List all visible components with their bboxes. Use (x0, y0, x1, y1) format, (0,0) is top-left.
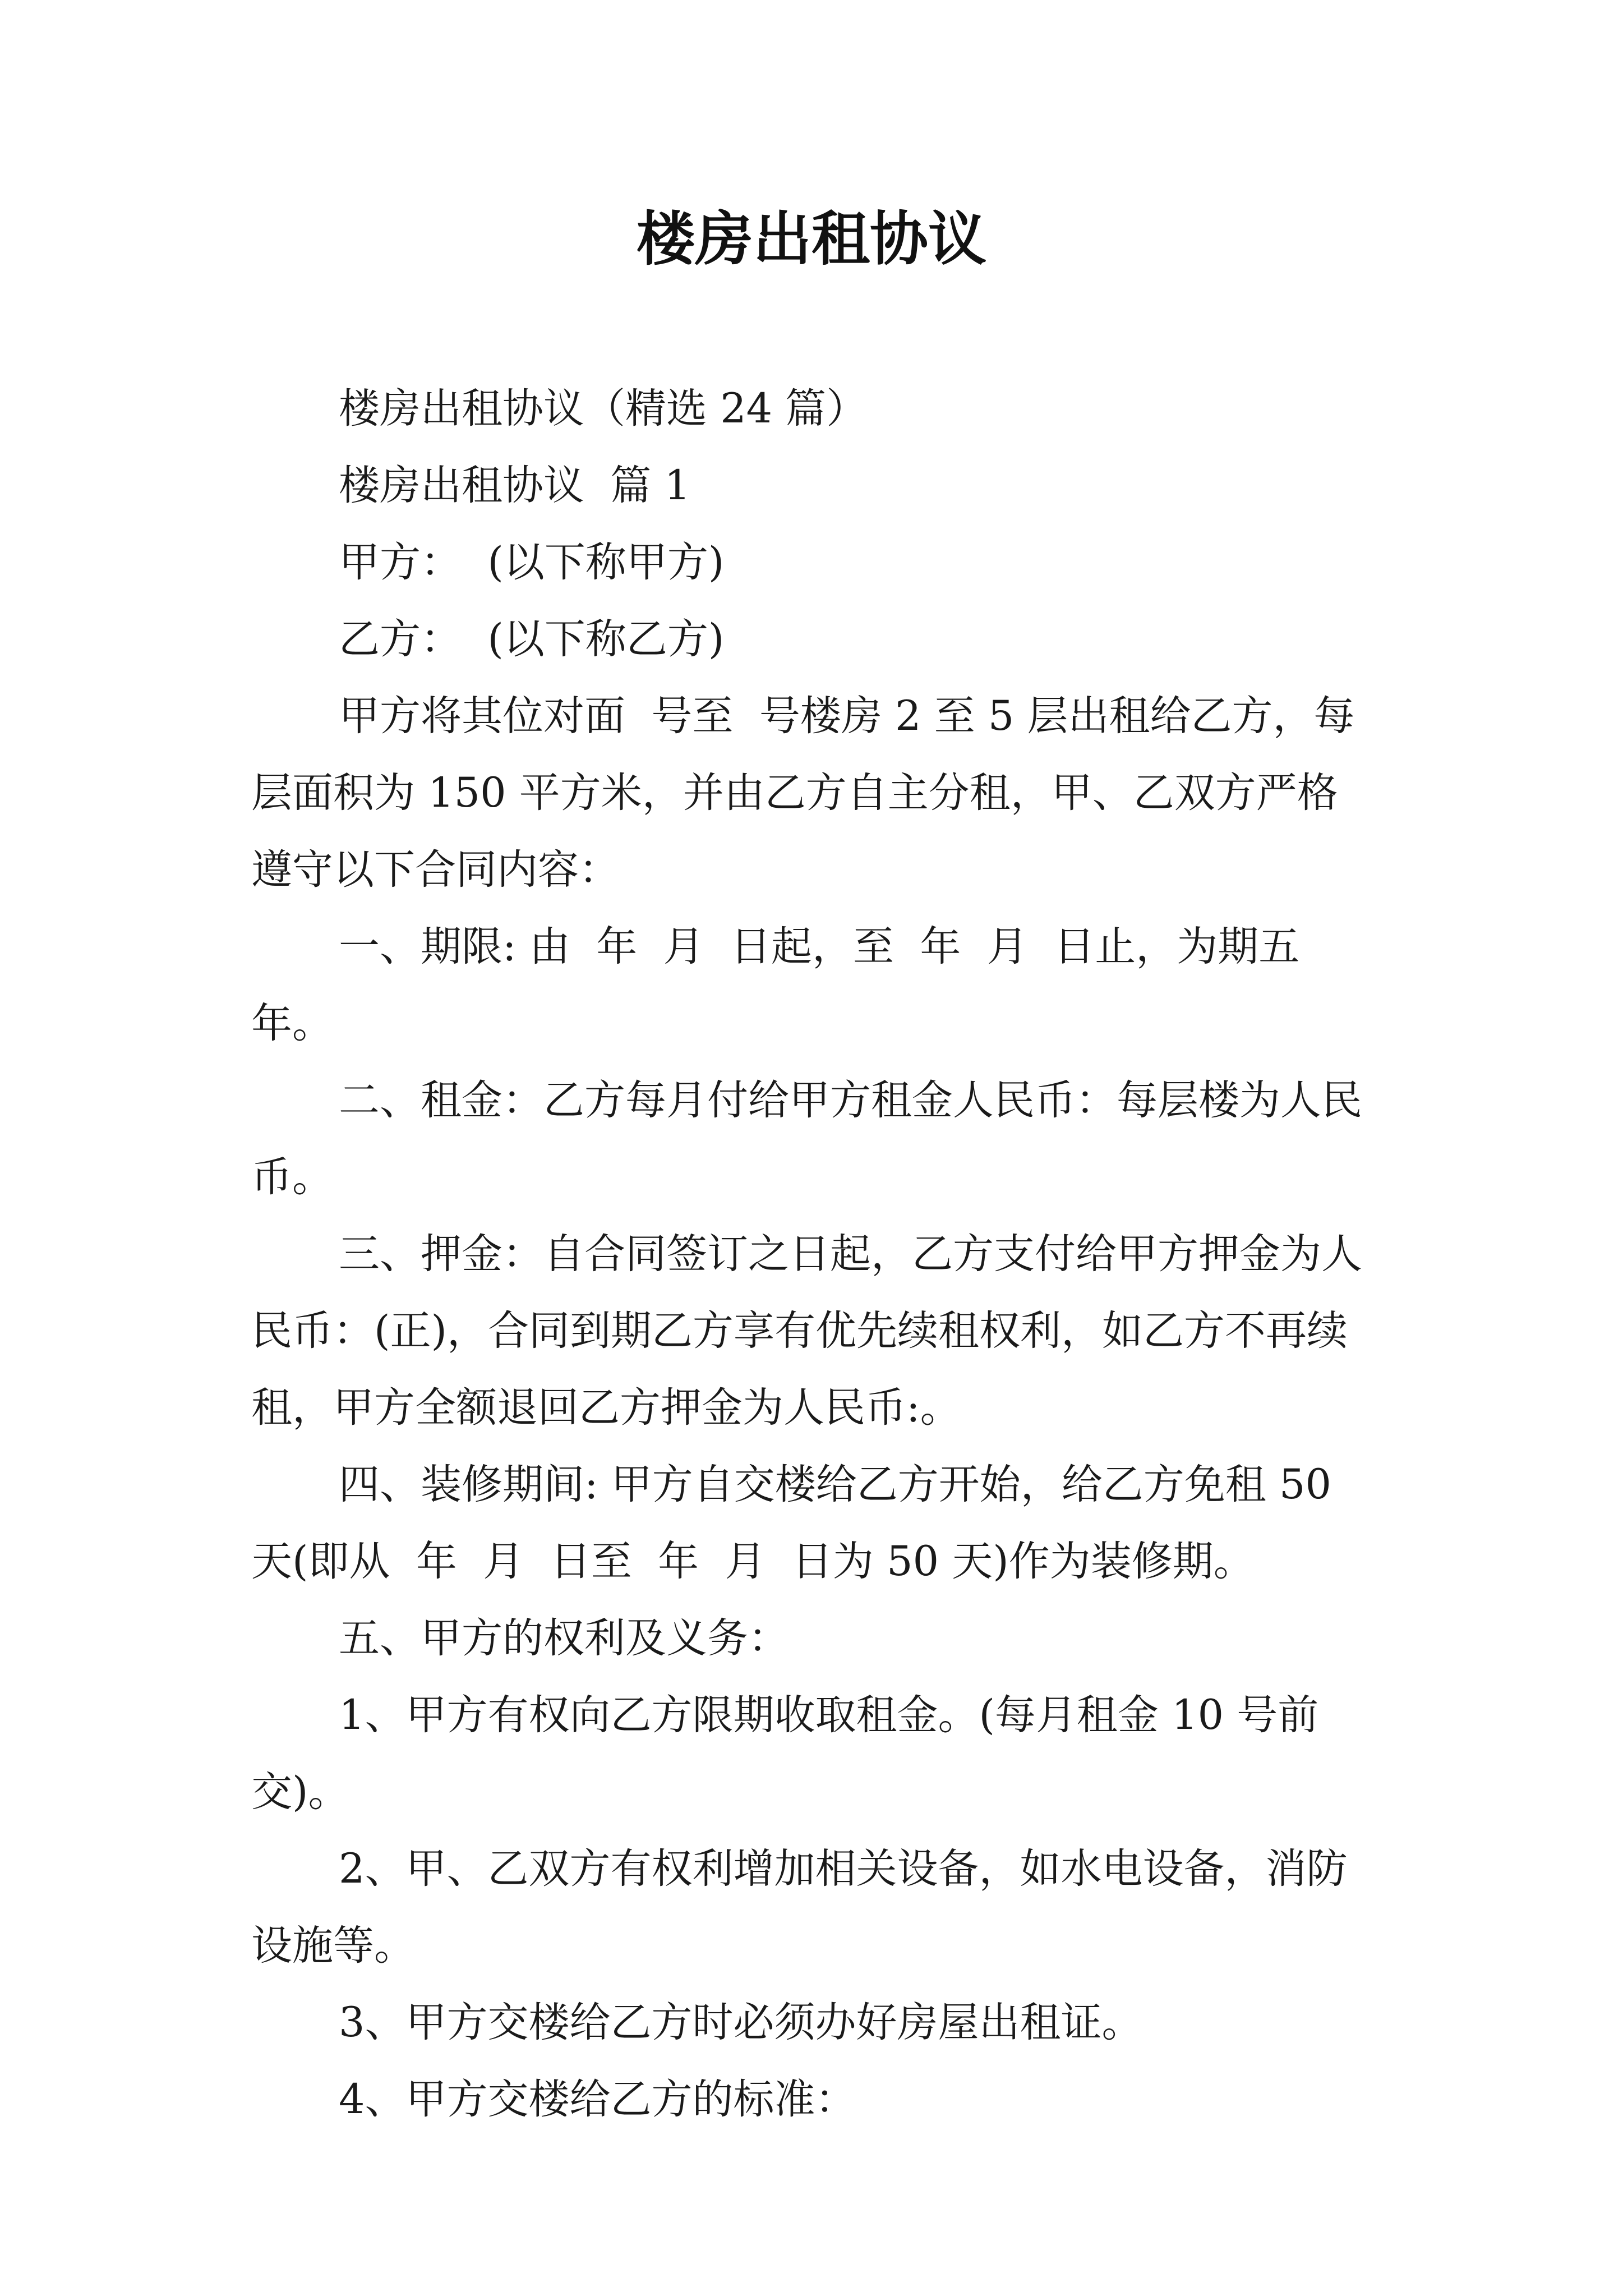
paragraph-section-heading: 楼房出租协议 篇 1 (339, 462, 691, 509)
paragraph-premises: 甲方将其位对面 号至 号楼房 2 至 5 层出租给乙方，每层面积为 150 平方米，并由乙方自主分租，甲、乙双方严格遵守以下合同内容： (251, 692, 1355, 894)
paragraph-term: 一、期限: 由 年 月 日起，至 年 月 日止，为期五年。 (251, 923, 1300, 1047)
paragraph-party-a: 甲方： (以下称甲方) (339, 539, 725, 586)
document-title: 楼房出租协议 (636, 204, 986, 273)
paragraph-rent: 二、租金：乙方每月付给甲方租金人民币：每层楼为人民币。 (251, 1076, 1362, 1201)
document-body (251, 370, 1373, 2138)
paragraph-clause-3: 3、甲方交楼给乙方时必须办好房屋出租证。 (339, 1999, 1143, 2046)
paragraph-clause-2: 2、甲、乙双方有权利增加相关设备，如水电设备，消防设施等。 (251, 1845, 1348, 1970)
paragraph-party-b: 乙方： (以下称乙方) (339, 615, 725, 663)
paragraph-rights-heading: 五、甲方的权利及义务： (339, 1614, 789, 1662)
paragraph-renovation: 四、装修期间: 甲方自交楼给乙方开始，给乙方免租 50 天(即从 年 月 日至 年 月 日为 50 天)作为装修期。 (251, 1461, 1345, 1585)
paragraph-subtitle: 楼房出租协议（精选 24 篇） (339, 385, 868, 432)
paragraph-deposit: 三、押金：自合同签订之日起，乙方支付给甲方押金为人民币：(正)，合同到期乙方享有优先续租权利，如乙方不再续租，甲方全额退回乙方押金为人民币:。 (251, 1230, 1362, 1432)
paragraph-clause-1: 1、甲方有权向乙方限期收取租金。(每月租金 10 号前交)。 (251, 1691, 1319, 1816)
paragraph-clause-4: 4、甲方交楼给乙方的标准： (339, 2076, 856, 2123)
